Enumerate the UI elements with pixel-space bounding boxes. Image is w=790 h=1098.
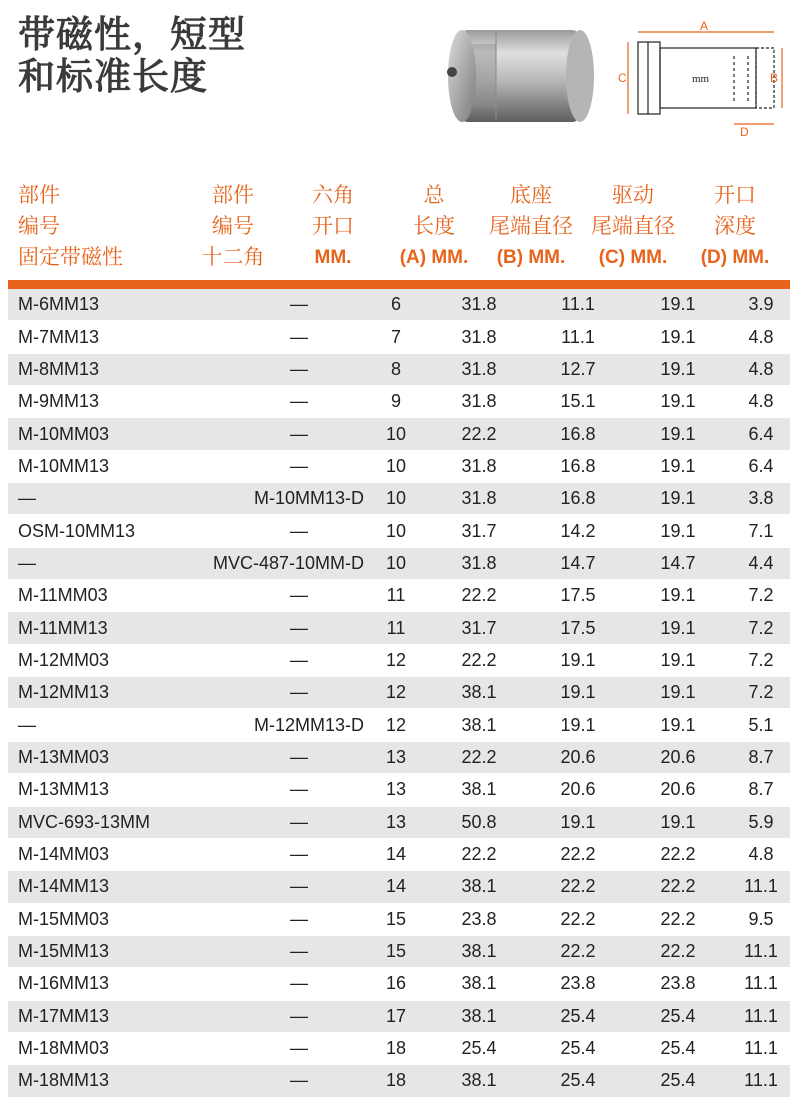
table-cell: 22.2 bbox=[532, 838, 624, 870]
table-row bbox=[8, 968, 790, 1000]
table-cell: M-10MM13-D bbox=[168, 483, 366, 515]
table-cell: 22.2 bbox=[426, 580, 532, 612]
table-cell: 8 bbox=[366, 353, 426, 385]
table-cell: 10 bbox=[366, 450, 426, 482]
table-cell: 25.4 bbox=[532, 1000, 624, 1032]
table-cell: 16.8 bbox=[532, 483, 624, 515]
table-row bbox=[8, 580, 790, 612]
table-cell: 31.7 bbox=[426, 612, 532, 644]
table-cell: 22.2 bbox=[426, 644, 532, 676]
table-cell: 25.4 bbox=[426, 1032, 532, 1064]
table-cell: — bbox=[168, 903, 366, 935]
table-cell: — bbox=[168, 1000, 366, 1032]
table-cell: — bbox=[168, 386, 366, 418]
table-cell: M-18MM13 bbox=[8, 1065, 168, 1097]
table-row bbox=[8, 1032, 790, 1064]
table-cell: 12 bbox=[366, 709, 426, 741]
header-part-number-magnetic: 部件 编号 固定带磁性 bbox=[18, 183, 123, 269]
table-cell: 18 bbox=[366, 1065, 426, 1097]
table-cell: M-11MM13 bbox=[8, 612, 168, 644]
table-cell: 31.8 bbox=[426, 483, 532, 515]
table-cell: M-7MM13 bbox=[8, 321, 168, 353]
table-cell: 38.1 bbox=[426, 677, 532, 709]
table-cell: M-6MM13 bbox=[8, 289, 168, 321]
table-row bbox=[8, 806, 790, 838]
table-cell: 7.2 bbox=[732, 644, 790, 676]
table-cell: M-12MM13 bbox=[8, 677, 168, 709]
table-cell: M-16MM13 bbox=[8, 968, 168, 1000]
table-cell: 9.5 bbox=[732, 903, 790, 935]
table-cell: — bbox=[168, 741, 366, 773]
table-cell: — bbox=[168, 838, 366, 870]
table-cell: 14 bbox=[366, 838, 426, 870]
label-mm: mm bbox=[692, 73, 710, 85]
table-cell: M-10MM13 bbox=[8, 450, 168, 482]
table-cell: 22.2 bbox=[532, 871, 624, 903]
table-cell: 11.1 bbox=[732, 968, 790, 1000]
table-cell: 13 bbox=[366, 806, 426, 838]
table-cell: 31.8 bbox=[426, 321, 532, 353]
table-cell: — bbox=[168, 774, 366, 806]
table-cell: 7.2 bbox=[732, 612, 790, 644]
label-a: A bbox=[700, 20, 709, 33]
table-cell: 31.7 bbox=[426, 515, 532, 547]
table-cell: 16.8 bbox=[532, 418, 624, 450]
table-cell: 9 bbox=[366, 386, 426, 418]
table-cell: 38.1 bbox=[426, 1065, 532, 1097]
table-cell: 23.8 bbox=[624, 968, 732, 1000]
table-cell: 14.7 bbox=[624, 547, 732, 579]
table-row bbox=[8, 418, 790, 450]
table-row bbox=[8, 353, 790, 385]
table-cell: 22.2 bbox=[426, 741, 532, 773]
page-title bbox=[18, 14, 246, 98]
table-row bbox=[8, 450, 790, 482]
table-cell: M-17MM13 bbox=[8, 1000, 168, 1032]
table-cell: 19.1 bbox=[532, 709, 624, 741]
table-cell: 38.1 bbox=[426, 935, 532, 967]
table-cell: 11.1 bbox=[532, 321, 624, 353]
table-cell: 11.1 bbox=[532, 289, 624, 321]
table-cell: — bbox=[168, 515, 366, 547]
table-cell: 38.1 bbox=[426, 1000, 532, 1032]
table-cell: M-10MM03 bbox=[8, 418, 168, 450]
table-cell: 50.8 bbox=[426, 806, 532, 838]
table-cell: — bbox=[168, 871, 366, 903]
table-cell: 19.1 bbox=[624, 580, 732, 612]
header-part-number-12pt: 部件 编号 十二角 bbox=[201, 183, 265, 269]
table-cell: 8.7 bbox=[732, 741, 790, 773]
table-cell: MVC-487-10MM-D bbox=[168, 547, 366, 579]
table-cell: 17 bbox=[366, 1000, 426, 1032]
table-cell: 19.1 bbox=[532, 644, 624, 676]
table-cell: 11.1 bbox=[732, 1065, 790, 1097]
table-cell: 8.7 bbox=[732, 774, 790, 806]
table-row bbox=[8, 709, 790, 741]
header-drive-diameter: 驱动 尾端直径 (C) MM. bbox=[591, 183, 675, 268]
table-row bbox=[8, 547, 790, 579]
table-cell: 20.6 bbox=[532, 741, 624, 773]
socket-photo bbox=[440, 22, 608, 130]
table-cell: — bbox=[168, 450, 366, 482]
table-cell: 7 bbox=[366, 321, 426, 353]
table-cell: — bbox=[168, 968, 366, 1000]
table-cell: 13 bbox=[366, 741, 426, 773]
table-cell: 19.1 bbox=[624, 386, 732, 418]
table-cell: 17.5 bbox=[532, 580, 624, 612]
table-cell: 22.2 bbox=[624, 838, 732, 870]
table-cell: — bbox=[168, 935, 366, 967]
header-rule bbox=[8, 280, 790, 289]
dimension-diagram bbox=[612, 20, 788, 140]
table-cell: 19.1 bbox=[624, 806, 732, 838]
table-cell: 4.8 bbox=[732, 321, 790, 353]
table-cell: 11.1 bbox=[732, 871, 790, 903]
table-cell: 22.2 bbox=[532, 903, 624, 935]
table-cell: 13 bbox=[366, 774, 426, 806]
table-cell: 22.2 bbox=[426, 838, 532, 870]
table-cell: — bbox=[8, 483, 168, 515]
table-cell: 12.7 bbox=[532, 353, 624, 385]
table-cell: 4.8 bbox=[732, 386, 790, 418]
label-d: D bbox=[740, 125, 749, 139]
table-cell: — bbox=[8, 709, 168, 741]
table-cell: 19.1 bbox=[624, 644, 732, 676]
table-cell: 14 bbox=[366, 871, 426, 903]
table-cell: 4.8 bbox=[732, 838, 790, 870]
table-cell: 7.2 bbox=[732, 580, 790, 612]
table-cell: 4.4 bbox=[732, 547, 790, 579]
table-cell: 19.1 bbox=[532, 677, 624, 709]
table-cell: 22.2 bbox=[624, 935, 732, 967]
table-cell: — bbox=[168, 289, 366, 321]
table-row bbox=[8, 289, 790, 321]
table-cell: 19.1 bbox=[624, 677, 732, 709]
table-cell: M-15MM13 bbox=[8, 935, 168, 967]
table-row bbox=[8, 321, 790, 353]
table-cell: — bbox=[168, 321, 366, 353]
table-cell: 19.1 bbox=[532, 806, 624, 838]
table-cell: 38.1 bbox=[426, 871, 532, 903]
table-cell: — bbox=[8, 547, 168, 579]
table-cell: 19.1 bbox=[624, 515, 732, 547]
table-cell: M-8MM13 bbox=[8, 353, 168, 385]
table-cell: 3.9 bbox=[732, 289, 790, 321]
table-cell: M-14MM03 bbox=[8, 838, 168, 870]
table-cell: 10 bbox=[366, 483, 426, 515]
table-cell: 14.7 bbox=[532, 547, 624, 579]
table-cell: 25.4 bbox=[624, 1065, 732, 1097]
table-cell: 11.1 bbox=[732, 1000, 790, 1032]
table-row bbox=[8, 644, 790, 676]
table-row bbox=[8, 903, 790, 935]
table-cell: 7.1 bbox=[732, 515, 790, 547]
table-cell: 15.1 bbox=[532, 386, 624, 418]
table-row bbox=[8, 483, 790, 515]
table-cell: 5.1 bbox=[732, 709, 790, 741]
table-cell: 23.8 bbox=[532, 968, 624, 1000]
table-cell: M-12MM13-D bbox=[168, 709, 366, 741]
table-cell: 17.5 bbox=[532, 612, 624, 644]
header-hex-opening: 六角 开口 MM. bbox=[312, 183, 354, 268]
table-cell: 19.1 bbox=[624, 353, 732, 385]
specs-table bbox=[8, 289, 790, 1098]
table-cell: M-11MM03 bbox=[8, 580, 168, 612]
table-cell: 11.1 bbox=[732, 935, 790, 967]
table-cell: 25.4 bbox=[624, 1000, 732, 1032]
table-cell: 6 bbox=[366, 289, 426, 321]
table-row bbox=[8, 515, 790, 547]
table-cell: 10 bbox=[366, 547, 426, 579]
table-cell: 22.2 bbox=[624, 871, 732, 903]
table-cell: 18 bbox=[366, 1032, 426, 1064]
header-opening-depth: 开口 深度 (D) MM. bbox=[700, 183, 770, 268]
table-cell: 31.8 bbox=[426, 353, 532, 385]
table-cell: 5.9 bbox=[732, 806, 790, 838]
table-row bbox=[8, 612, 790, 644]
table-cell: 16.8 bbox=[532, 450, 624, 482]
table-cell: — bbox=[168, 1065, 366, 1097]
table-cell: M-15MM03 bbox=[8, 903, 168, 935]
table-cell: — bbox=[168, 644, 366, 676]
table-cell: 25.4 bbox=[624, 1032, 732, 1064]
table-cell: — bbox=[168, 612, 366, 644]
table-header bbox=[0, 180, 790, 275]
table-cell: 12 bbox=[366, 677, 426, 709]
table-cell: — bbox=[168, 353, 366, 385]
table-row bbox=[8, 386, 790, 418]
table-cell: 31.8 bbox=[426, 386, 532, 418]
table-cell: 23.8 bbox=[426, 903, 532, 935]
table-cell: 19.1 bbox=[624, 418, 732, 450]
table-cell: 4.8 bbox=[732, 353, 790, 385]
table-cell: 38.1 bbox=[426, 709, 532, 741]
table-cell: 12 bbox=[366, 644, 426, 676]
table-cell: 16 bbox=[366, 968, 426, 1000]
table-cell: OSM-10MM13 bbox=[8, 515, 168, 547]
table-cell: 22.2 bbox=[532, 935, 624, 967]
table-cell: 19.1 bbox=[624, 450, 732, 482]
table-cell: — bbox=[168, 677, 366, 709]
table-cell: 10 bbox=[366, 515, 426, 547]
table-cell: — bbox=[168, 580, 366, 612]
table-cell: 22.2 bbox=[624, 903, 732, 935]
table-cell: 7.2 bbox=[732, 677, 790, 709]
table-cell: 25.4 bbox=[532, 1065, 624, 1097]
table-cell: 6.4 bbox=[732, 418, 790, 450]
table-cell: M-13MM13 bbox=[8, 774, 168, 806]
table-row bbox=[8, 741, 790, 773]
table-cell: 15 bbox=[366, 903, 426, 935]
table-cell: M-13MM03 bbox=[8, 741, 168, 773]
label-b: B bbox=[770, 71, 779, 85]
table-cell: 15 bbox=[366, 935, 426, 967]
table-cell: 20.6 bbox=[532, 774, 624, 806]
table-row bbox=[8, 677, 790, 709]
table-cell: 10 bbox=[366, 418, 426, 450]
table-cell: 11 bbox=[366, 580, 426, 612]
table-cell: 31.8 bbox=[426, 450, 532, 482]
table-cell: M-18MM03 bbox=[8, 1032, 168, 1064]
table-cell: 20.6 bbox=[624, 741, 732, 773]
header-total-length: 总 长度 (A) MM. bbox=[399, 183, 469, 268]
table-cell: 19.1 bbox=[624, 483, 732, 515]
table-cell: 19.1 bbox=[624, 321, 732, 353]
table-cell: 19.1 bbox=[624, 289, 732, 321]
table-row bbox=[8, 838, 790, 870]
table-cell: 11.1 bbox=[732, 1032, 790, 1064]
table-row bbox=[8, 935, 790, 967]
table-cell: MVC-693-13MM bbox=[8, 806, 168, 838]
table-cell: 11 bbox=[366, 612, 426, 644]
table-cell: 19.1 bbox=[624, 612, 732, 644]
table-cell: — bbox=[168, 418, 366, 450]
table-cell: M-9MM13 bbox=[8, 386, 168, 418]
table-cell: 14.2 bbox=[532, 515, 624, 547]
table-cell: — bbox=[168, 1032, 366, 1064]
table-cell: 31.8 bbox=[426, 289, 532, 321]
table-cell: 19.1 bbox=[624, 709, 732, 741]
title-line-2: 和标准长度 bbox=[18, 55, 208, 98]
table-cell: 31.8 bbox=[426, 547, 532, 579]
table-cell: 3.8 bbox=[732, 483, 790, 515]
table-cell: 20.6 bbox=[624, 774, 732, 806]
header-base-diameter: 底座 尾端直径 (B) MM. bbox=[489, 183, 573, 268]
table-cell: 38.1 bbox=[426, 968, 532, 1000]
table-cell: 38.1 bbox=[426, 774, 532, 806]
table-row bbox=[8, 871, 790, 903]
table-cell: 25.4 bbox=[532, 1032, 624, 1064]
table-row bbox=[8, 1065, 790, 1097]
table-cell: 22.2 bbox=[426, 418, 532, 450]
table-cell: M-14MM13 bbox=[8, 871, 168, 903]
table-row bbox=[8, 1000, 790, 1032]
table-row bbox=[8, 774, 790, 806]
table-cell: — bbox=[168, 806, 366, 838]
table-cell: M-12MM03 bbox=[8, 644, 168, 676]
label-c: C bbox=[618, 71, 627, 85]
table-cell: 6.4 bbox=[732, 450, 790, 482]
title-line-1: 带磁性，短型 bbox=[18, 13, 246, 56]
